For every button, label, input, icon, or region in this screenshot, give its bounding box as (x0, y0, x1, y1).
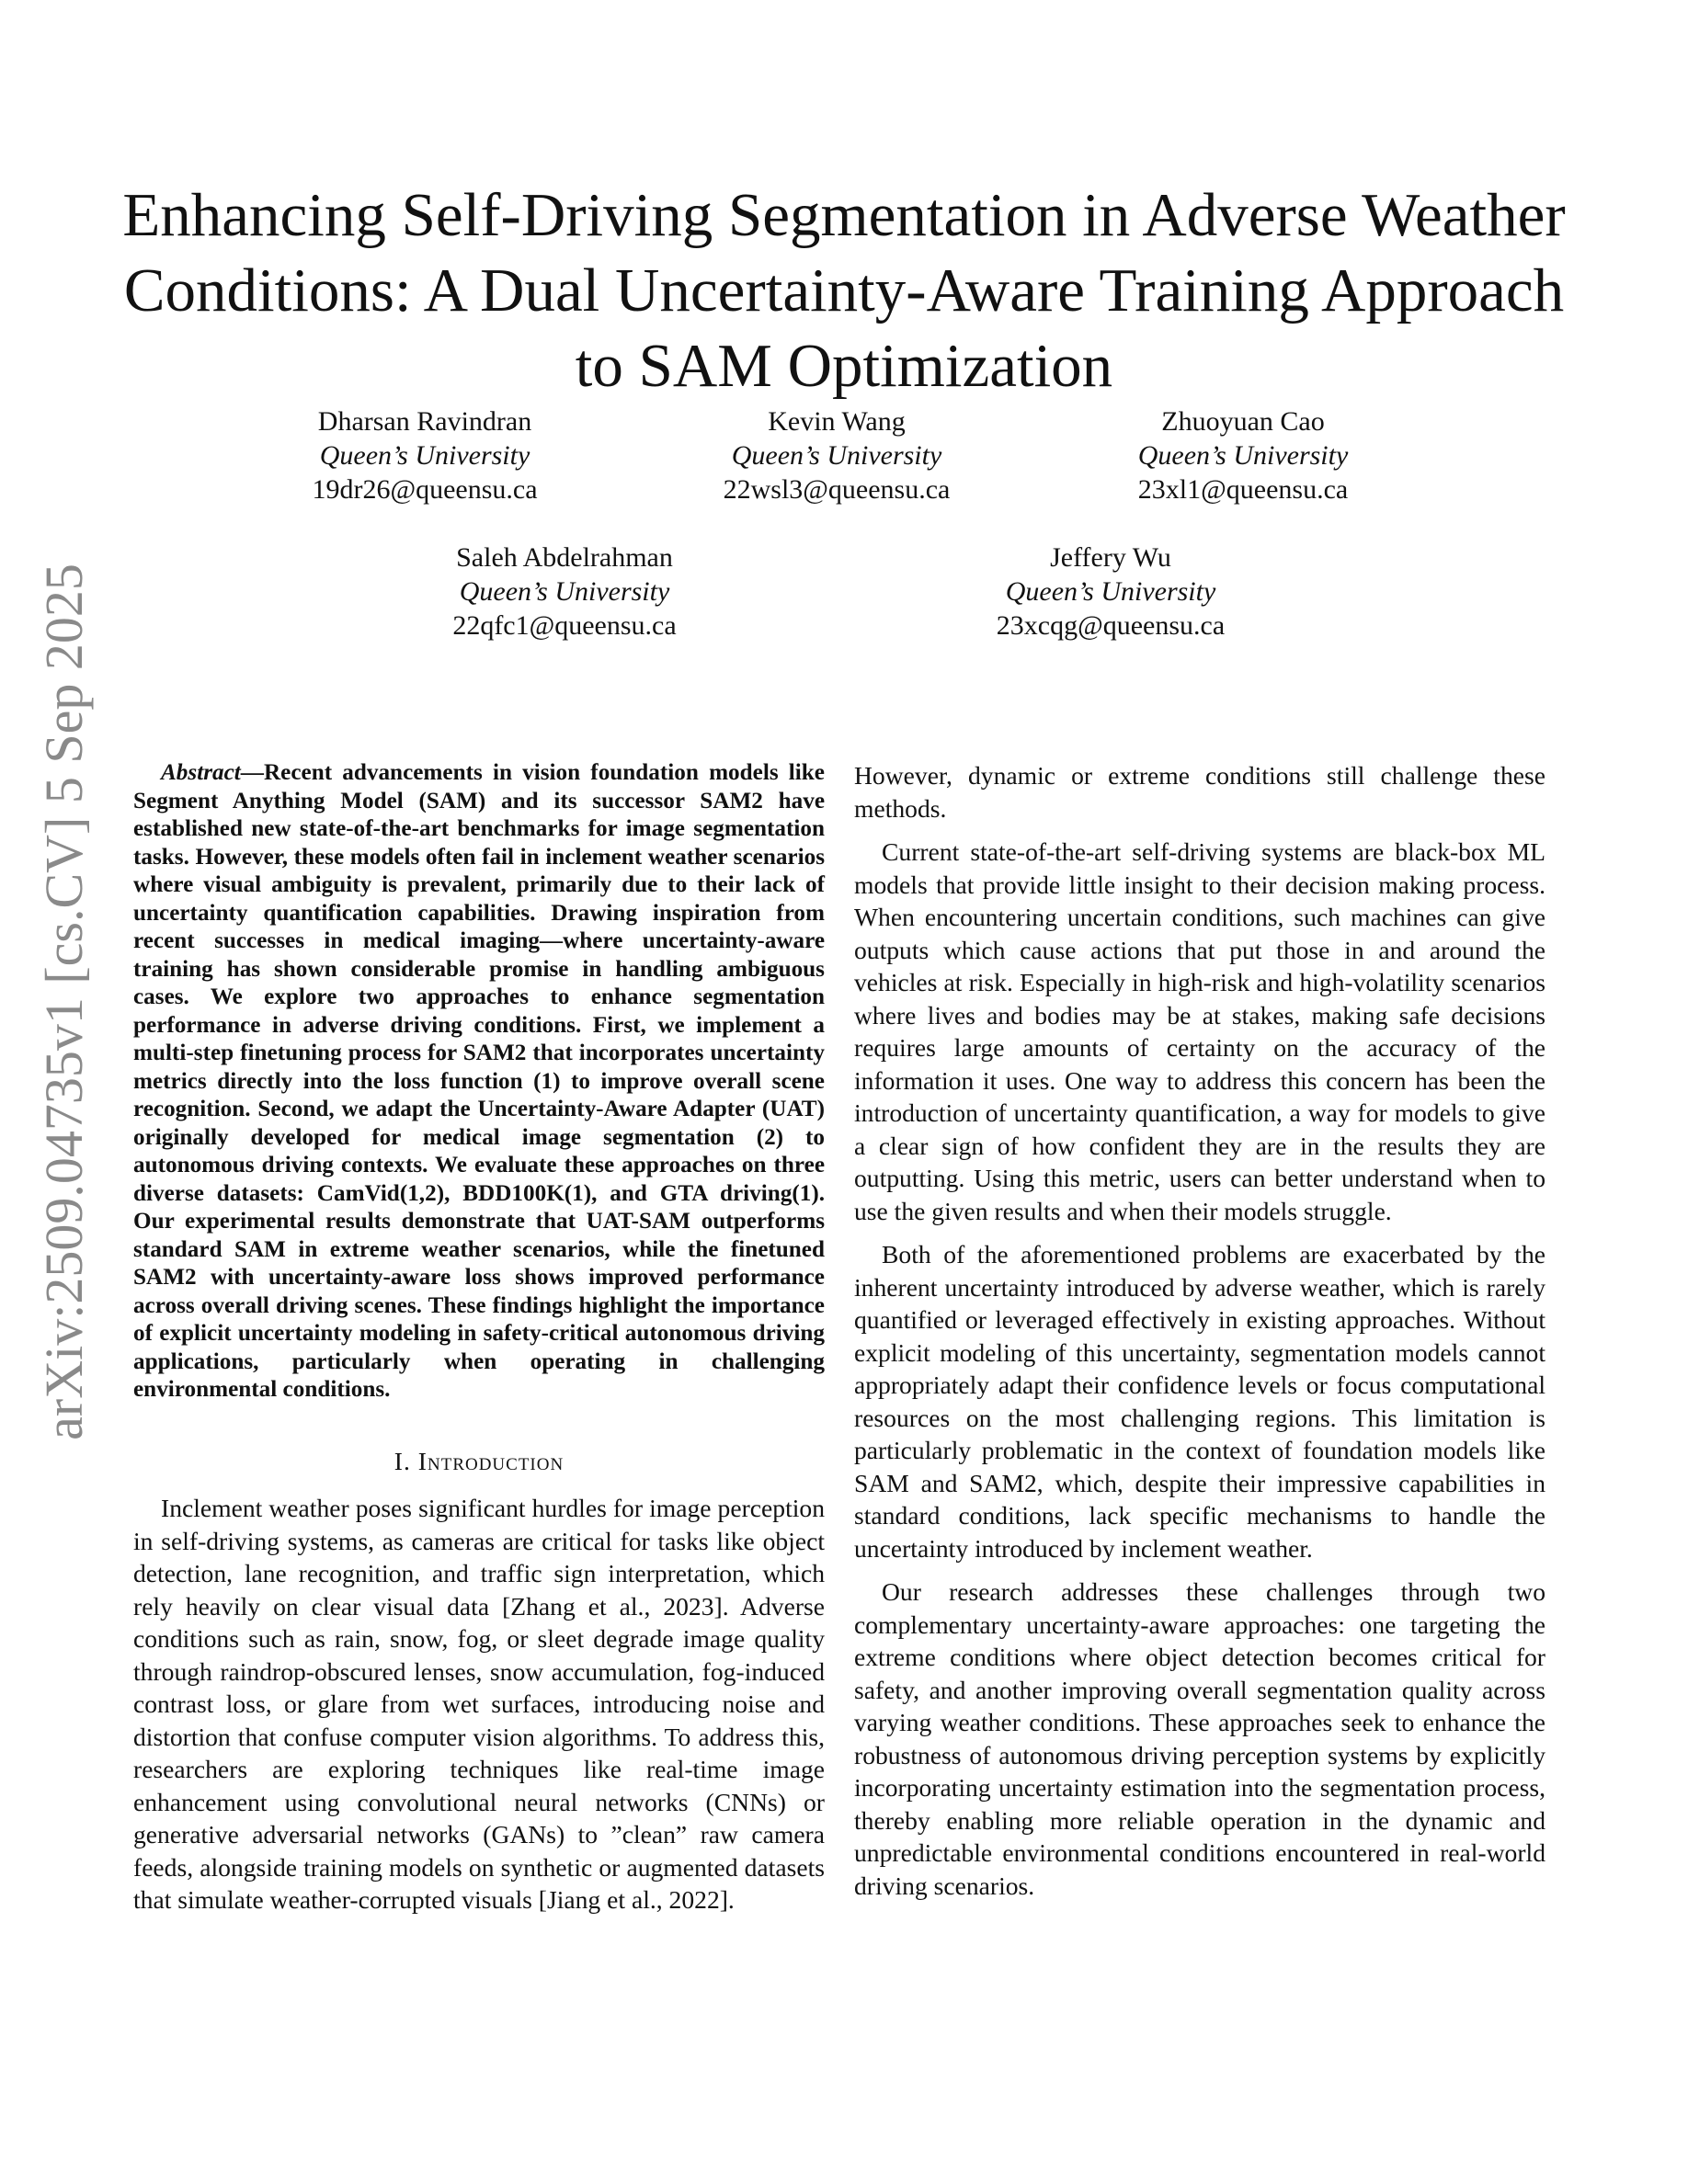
section-title: Introduction (417, 1446, 565, 1475)
left-column (133, 759, 825, 1928)
paragraph: Both of the aforementioned problems are exacerbated by the inherent uncertainty introduced by adverse weather, which is rarely quantified or leveraged effectively in existing approaches. Without explicit modeling of this uncertainty, segmentation models cannot appropriately adapt their confidence levels or focus computational resources on the most challenging regions. This limitation is particularly problematic in the context of foundation models like SAM and SAM2, which, despite their impressive capabilities in standard conditions, lack specific mechanisms to handle the uncertainty introduced by inclement weather. (854, 1240, 1545, 1563)
arxiv-identifier: arXiv:2509.04735v1 [cs.CV] 5 Sep 2025 (34, 563, 94, 1440)
author-affiliation: Queen’s University (319, 440, 530, 471)
author-email: 23xcqg@queensu.ca (996, 610, 1226, 641)
author-affiliation: Queen’s University (1137, 440, 1349, 471)
author-block (222, 404, 627, 506)
paragraph-continued: However, dynamic or extreme conditions still challenge these methods. (854, 761, 1545, 823)
author-block (908, 540, 1313, 643)
author-affiliation: Queen’s University (459, 576, 670, 607)
abstract-text: —Recent advancements in vision foundation models like Segment Anything Model (SAM) and its successor SAM2 have established new state-of-the-art benchmarks for image segmentation tasks. However, these models often fail in inclement weather scenarios where visual ambiguity is prevalent, primarily due to their lack of uncertainty quantification capabilities. Drawing inspiration from recent successes in medical imaging—where uncertainty-aware training has shown considerable promise in handling ambiguous cases. We explore two approaches to enhance segmentation performance in adverse driving conditions. First, we implement a multi-step finetuning process for SAM2 that incorporates uncertainty metrics directly into the loss function (1) to improve overall scene recognition. Second, we adapt the Uncertainty-Aware Adapter (UAT) originally developed for medical image segmentation (2) to autonomous driving contexts. We evaluate these approaches on three diverse datasets: CamVid(1,2), BDD100K(1), and GTA driving(1). Our experimental results demonstrate that UAT-SAM outperforms standard SAM in extreme weather scenarios, while the finetuned SAM2 with uncertainty-aware loss shows improved performance across overall driving scenes. These findings highlight the importance of explicit uncertainty modeling in safety-critical autonomous driving applications, particularly when operating in challenging environmental conditions. (133, 760, 825, 1402)
author-block (634, 404, 1039, 506)
author-affiliation: Queen’s University (731, 440, 942, 471)
abstract (133, 759, 825, 1405)
section-number: I. (393, 1446, 411, 1475)
right-column (854, 759, 1545, 1913)
paper-title: Enhancing Self-Driving Segmentation in Adverse Weather Conditions: A Dual Uncertainty-Aware Training Approach to SAM Optimization (122, 180, 1566, 400)
author-block (362, 540, 767, 643)
paragraph: Our research addresses these challenges through two complementary uncertainty-aware approaches: one targeting the extreme conditions where object detection becomes critical for safety, and another improving overall segmentation quality across varying weather conditions. These approaches seek to enhance the robustness of autonomous driving perception systems by explicitly incorporating uncertainty estimation into the segmentation process, thereby enabling more reliable operation in the dynamic and unpredictable environmental conditions encountered in real-world driving scenarios. (854, 1577, 1545, 1900)
author-name: Jeffery Wu (1050, 542, 1171, 573)
author-email: 23xl1@queensu.ca (1137, 474, 1349, 505)
abstract-label: Abstract (161, 760, 241, 785)
author-affiliation: Queen’s University (1005, 576, 1216, 607)
author-name: Zhuoyuan Cao (1161, 406, 1325, 437)
paragraph: Current state-of-the-art self-driving systems are black-box ML models that provide little insight to their decision making process. When encountering uncertain conditions, such machines can give outputs which cause actions that put those in and around the vehicles at risk. Especially in high-risk and high-volatility scenarios where lives and bodies may be at stakes, making safe decisions requires large amounts of certainty on the accuracy of the information it uses. One way to address this concern has been the introduction of uncertainty quantification, a way for models to give a clear sign of how confident they are in the results they are outputting. Using this metric, users can better understand when to use the given results and when their models struggle. (854, 837, 1545, 1225)
author-email: 19dr26@queensu.ca (312, 474, 538, 505)
author-block (1041, 404, 1445, 506)
author-email: 22wsl3@queensu.ca (723, 474, 951, 505)
paragraph: Inclement weather poses significant hurdles for image perception in self-driving systems, as cameras are critical for tasks like object detection, lane recognition, and traffic sign interpretation, which rely heavily on clear visual data [Zhang et al., 2023]. Adverse conditions such as rain, snow, fog, or sleet degrade image quality through raindrop-obscured lenses, snow accumulation, fog-induced contrast loss, or glare from wet surfaces, introducing noise and distortion that confuse computer vision algorithms. To address this, researchers are exploring techniques like real-time image enhancement using convolutional neural networks (CNNs) or generative adversarial networks (GANs) to ”clean” raw camera feeds, alongside training models on synthetic or augmented datasets that simulate weather-corrupted visuals [Jiang et al., 2022]. (133, 1494, 825, 1914)
author-name: Kevin Wang (768, 406, 906, 437)
author-name: Dharsan Ravindran (317, 406, 532, 437)
author-email: 22qfc1@queensu.ca (452, 610, 677, 641)
author-name: Saleh Abdelrahman (456, 542, 673, 573)
section-heading (133, 1445, 825, 1478)
